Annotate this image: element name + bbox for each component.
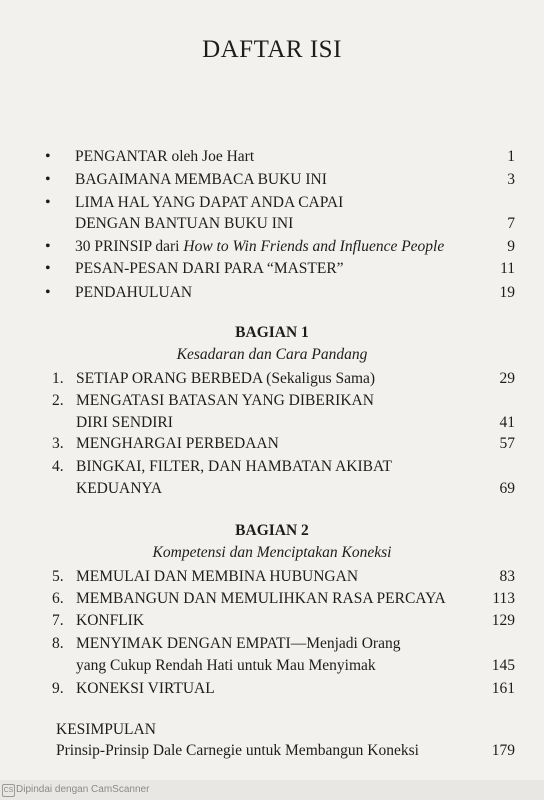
bullet-icon: • xyxy=(45,238,51,255)
entry-title-italic: How to Win Friends and Influence People xyxy=(183,238,445,255)
part-2-subtitle: Kompetensi dan Menciptakan Koneksi xyxy=(152,544,392,561)
chapter-number: 2. xyxy=(52,392,64,409)
chapter-number: 8. xyxy=(52,635,64,652)
entry-title: MENYIMAK DENGAN EMPATI—Menjadi Orang xyxy=(76,635,401,652)
entry-title: DIRI SENDIRI xyxy=(76,414,173,431)
bullet-icon: • xyxy=(45,260,51,277)
page-number: 129 xyxy=(491,612,515,629)
entry-title: KONEKSI VIRTUAL xyxy=(76,680,215,697)
entry-title-plain: 30 PRINSIP dari xyxy=(75,238,184,255)
chapter-number: 1. xyxy=(52,370,64,387)
entry-title: MEMBANGUN DAN MEMULIHKAN RASA PERCAYA xyxy=(76,590,446,607)
toc-entry-continuation xyxy=(0,213,544,235)
page-title: DAFTAR ISI xyxy=(202,36,342,63)
toc-entry xyxy=(0,678,544,700)
scanner-footer xyxy=(0,780,544,800)
page-number: 69 xyxy=(499,480,515,497)
page-number: 57 xyxy=(499,435,515,452)
entry-title: SETIAP ORANG BERBEDA (Sekaligus Sama) xyxy=(76,370,376,387)
toc-entry xyxy=(0,566,544,588)
chapter-number: 7. xyxy=(52,612,64,629)
toc-entry xyxy=(0,740,544,762)
entry-title: PESAN-PESAN DARI PARA “MASTER” xyxy=(75,260,344,277)
toc-entry-continuation xyxy=(0,478,544,500)
entry-title: PENGANTAR oleh Joe Hart xyxy=(75,148,255,165)
bullet-icon: • xyxy=(45,148,51,165)
entry-title xyxy=(75,236,444,258)
part-2-label: BAGIAN 2 xyxy=(235,522,309,539)
toc-entry xyxy=(0,282,544,304)
bullet-icon: • xyxy=(45,194,51,211)
entry-title: KEDUANYA xyxy=(76,480,163,497)
toc-entry xyxy=(0,610,544,632)
entry-title: MEMULAI DAN MEMBINA HUBUNGAN xyxy=(76,568,359,585)
entry-title: Prinsip-Prinsip Dale Carnegie untuk Membangun Koneksi xyxy=(56,742,419,759)
toc-entry xyxy=(0,588,544,610)
page-number: 1 xyxy=(507,148,515,165)
conclusion-heading: KESIMPULAN xyxy=(56,721,156,738)
entry-title: yang Cukup Rendah Hati untuk Mau Menyimak xyxy=(76,657,376,674)
page-number: 19 xyxy=(499,284,515,301)
page-number: 41 xyxy=(499,414,515,431)
entry-title: MENGHARGAI PERBEDAAN xyxy=(76,435,279,452)
page-number: 161 xyxy=(491,680,515,697)
toc-entry xyxy=(0,368,544,390)
toc-entry xyxy=(0,146,544,168)
page-number: 29 xyxy=(499,370,515,387)
bullet-icon: • xyxy=(45,284,51,301)
chapter-number: 5. xyxy=(52,568,64,585)
part-1-label: BAGIAN 1 xyxy=(235,324,309,341)
chapter-number: 9. xyxy=(52,680,64,697)
conclusion-heading-line xyxy=(0,719,544,741)
toc-entry xyxy=(0,192,544,214)
page-number: 113 xyxy=(492,590,515,607)
entry-title: MENGATASI BATASAN YANG DIBERIKAN xyxy=(76,392,374,409)
entry-title: PENDAHULUAN xyxy=(75,284,193,301)
page-number: 11 xyxy=(500,260,515,277)
toc-entry xyxy=(0,456,544,478)
entry-title: BINGKAI, FILTER, DAN HAMBATAN AKIBAT xyxy=(76,458,392,475)
entry-title: BAGAIMANA MEMBACA BUKU INI xyxy=(75,171,327,188)
toc-entry xyxy=(0,390,544,412)
toc-entry xyxy=(0,633,544,655)
toc-entry-continuation xyxy=(0,412,544,434)
page-number: 7 xyxy=(507,215,515,232)
entry-title: KONFLIK xyxy=(76,612,145,629)
chapter-number: 4. xyxy=(52,458,64,475)
bullet-icon: • xyxy=(45,171,51,188)
chapter-number: 6. xyxy=(52,590,64,607)
camscanner-logo-icon: CS xyxy=(2,784,15,797)
scanner-watermark-text: Dipindai dengan CamScanner xyxy=(16,784,150,795)
chapter-number: 3. xyxy=(52,435,64,452)
toc-entry xyxy=(0,236,544,258)
toc-entry xyxy=(0,258,544,280)
page-number: 83 xyxy=(499,568,515,585)
page-number: 179 xyxy=(491,742,515,759)
page-number: 3 xyxy=(507,171,515,188)
page-number: 145 xyxy=(491,657,515,674)
entry-title: LIMA HAL YANG DAPAT ANDA CAPAI xyxy=(75,194,344,211)
toc-entry xyxy=(0,169,544,191)
part-1-subtitle: Kesadaran dan Cara Pandang xyxy=(176,346,368,363)
toc-entry-continuation xyxy=(0,655,544,677)
toc-entry xyxy=(0,433,544,455)
entry-title: DENGAN BANTUAN BUKU INI xyxy=(75,215,294,232)
page-number: 9 xyxy=(507,238,515,255)
